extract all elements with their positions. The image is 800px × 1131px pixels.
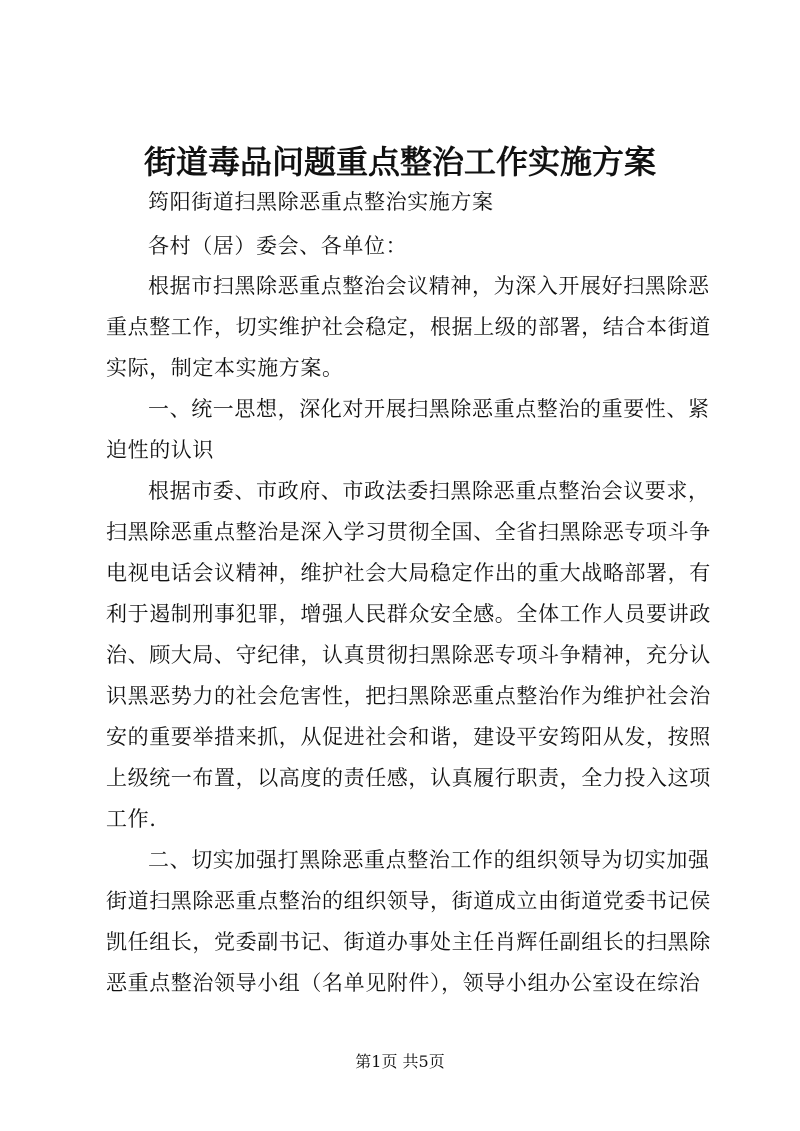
- page-footer: 第1页 共5页: [355, 1052, 445, 1071]
- document-title: 街道毒品问题重点整治工作实施方案: [143, 143, 656, 181]
- paragraph-line: 安的重要举措来抓，从促进社会和谐，建设平安筠阳从发，按照: [106, 725, 711, 749]
- paragraph-line: 电视电话会议精神，维护社会大局稳定作出的重大战略部署，有: [106, 561, 711, 585]
- paragraph-line: 重点整工作，切实维护社会稳定，根据上级的部署，结合本街道: [106, 315, 711, 339]
- section-heading-line: 二、切实加强打黑除恶重点整治工作的组织领导为切实加强: [148, 848, 710, 872]
- addressee-line: 各村（居）委会、各单位：: [148, 234, 408, 258]
- paragraph-line: 恶重点整治领导小组（名单见附件），领导小组办公室设在综治: [106, 971, 701, 995]
- paragraph-line: 根据市扫黑除恶重点整治会议精神，为深入开展好扫黑除恶: [148, 274, 710, 298]
- section-heading-line: 迫性的认识: [106, 438, 214, 462]
- paragraph-line: 识黑恶势力的社会危害性，把扫黑除恶重点整治作为维护社会治: [106, 684, 711, 708]
- paragraph-line: 实际，制定本实施方案。: [106, 356, 344, 380]
- paragraph-line: 扫黑除恶重点整治是深入学习贯彻全国、全省扫黑除恶专项斗争: [106, 520, 711, 544]
- paragraph-line: 工作.: [106, 807, 157, 831]
- paragraph-line: 上级统一布置，以高度的责任感，认真履行职责，全力投入这项: [106, 766, 711, 790]
- paragraph-line: 利于遏制刑事犯罪，增强人民群众安全感。全体工作人员要讲政: [106, 602, 711, 626]
- section-heading-line: 一、统一思想，深化对开展扫黑除恶重点整治的重要性、紧: [148, 397, 710, 421]
- paragraph-line: 凯任组长，党委副书记、街道办事处主任肖辉任副组长的扫黑除: [106, 930, 711, 954]
- subtitle-line: 筠阳街道扫黑除恶重点整治实施方案: [148, 190, 494, 214]
- paragraph-line: 治、顾大局、守纪律，认真贯彻扫黑除恶专项斗争精神，充分认: [106, 643, 711, 667]
- paragraph-line: 根据市委、市政府、市政法委扫黑除恶重点整治会议要求，: [148, 479, 710, 503]
- paragraph-line: 街道扫黑除恶重点整治的组织领导，街道成立由街道党委书记侯: [106, 889, 711, 913]
